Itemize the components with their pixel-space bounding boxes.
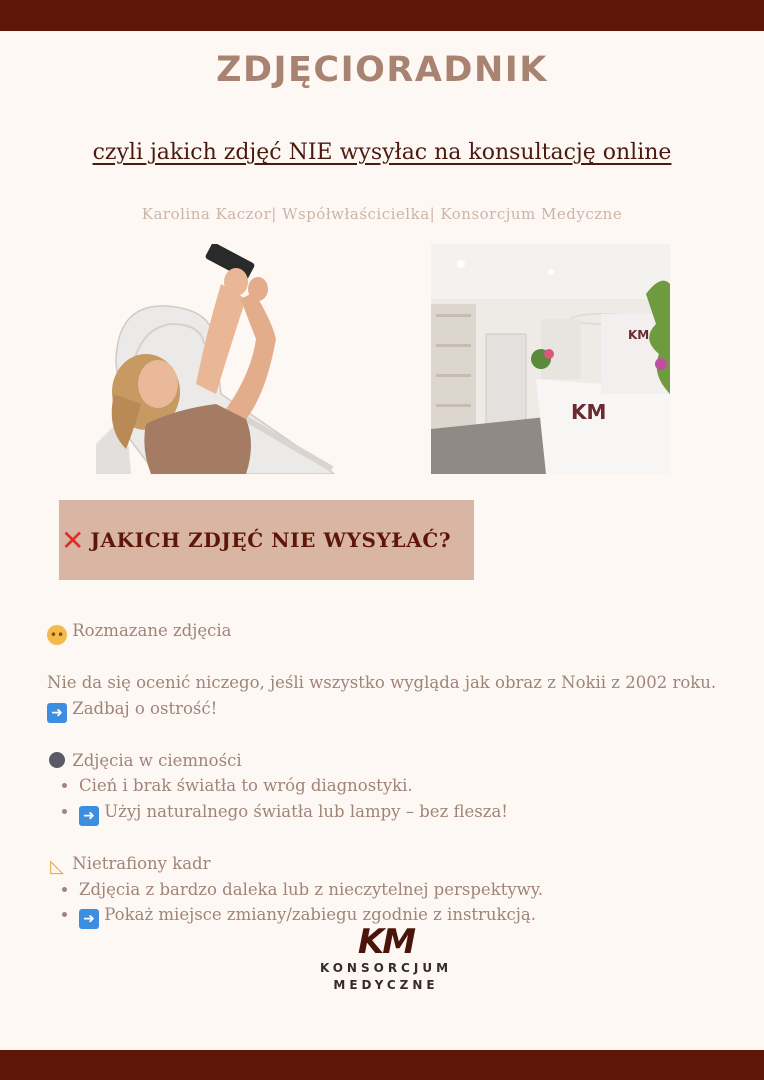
logo-mark: KM [357,922,415,962]
logo-name-line1: KONSORCJUM [319,961,453,975]
section-blurry-title: Rozmazane zdjęcia [72,621,232,640]
section-blurry-tip-line [47,696,727,723]
right-arrow-icon: ➜ [47,703,67,723]
section-dark-list [47,773,727,826]
list-item: • Zdjęcia z bardzo daleka lub z nieczytelnej perspektywy. [79,877,727,903]
red-x-icon: ✕ [61,523,85,557]
page-subtitle: czyli jakich zdjęć NIE wysyłac na konsultację online [92,140,672,165]
konsorcjum-medyczne-logo [296,924,476,994]
what-not-to-send-banner [59,500,474,580]
clinic-reception-photo [431,244,670,474]
section-frame-title: Nietrafiony kadr [72,853,211,873]
svg-text:KM: KM [571,400,607,424]
bottom-bar [0,1050,764,1080]
svg-text:KM: KM [628,328,650,342]
section-frame-title-line [47,851,727,877]
flushed-face-icon: •• [47,625,67,645]
list-item-text: Pokaż miejsce zmiany/zabiegu zgodnie z instrukcją. [104,905,536,924]
list-item [79,799,727,826]
page-title: ZDJĘCIORADNIK [216,50,548,90]
list-item: • Cień i brak światła to wróg diagnostyki. [79,773,727,799]
section-dark-title: Zdjęcia w ciemności [72,750,242,770]
tips-content [47,618,727,929]
list-item-text: Użyj naturalnego światła lub lampy – bez flesza! [104,801,508,821]
top-bar [0,0,764,31]
section-blurry-tip: Zadbaj o ostrość! [72,698,218,718]
selfie-photo [96,244,334,474]
section-blurry-title-line [47,618,727,645]
right-arrow-icon: ➜ [79,806,99,826]
dark-circle-icon [49,752,65,768]
right-arrow-icon: ➜ [79,909,99,929]
section-blurry-text: Nie da się ocenić niczego, jeśli wszystko wygląda jak obraz z Nokii z 2002 roku. [47,673,717,692]
logo-name-line2: MEDYCZNE [333,978,439,992]
triangular-ruler-icon: ◺ [50,855,64,877]
author-line: Karolina Kaczor| Współwłaścicielka| Konsorcjum Medyczne [141,205,623,223]
section-dark-title-line [47,748,727,774]
banner-heading: JAKICH ZDJĘĆ NIE WYSYŁAĆ? [90,528,452,552]
